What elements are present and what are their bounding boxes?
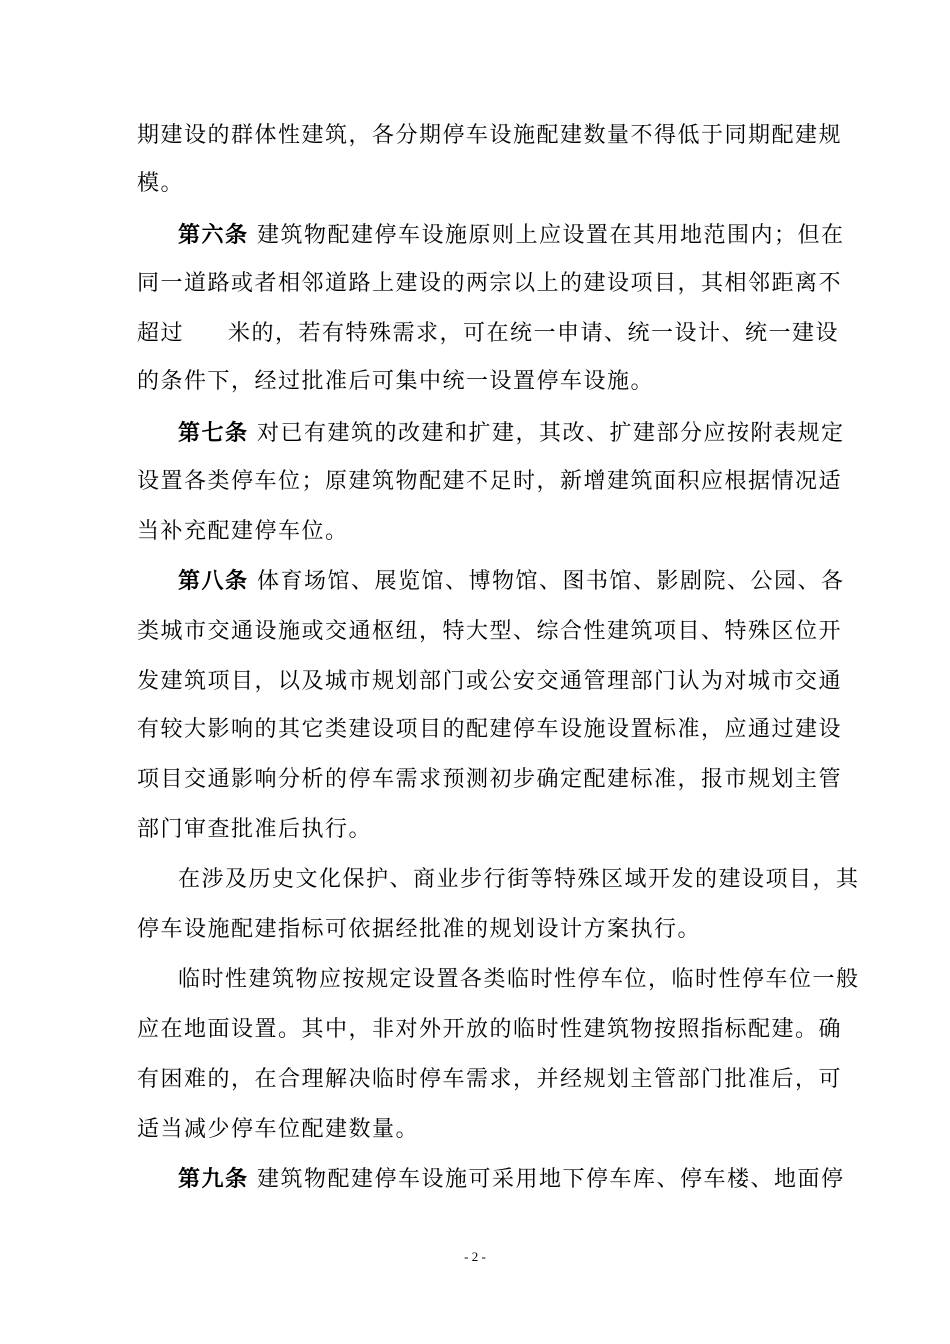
line-text: 建筑物配建停车设施原则上应设置在其用地范围内；但在 (257, 223, 845, 248)
article-heading-line (178, 1164, 845, 1196)
line-text: 停车设施配建指标可依据经批准的规划设计方案执行。 (137, 917, 702, 942)
article-heading-line (178, 566, 845, 598)
line-text: 期建设的群体性建筑，各分期停车设施配建数量不得低于同期配建规 (137, 123, 843, 148)
line-text: 模。 (137, 171, 185, 196)
line-text: 米的，若有特殊需求，可在统一申请、统一设计、统一建设 (228, 321, 840, 346)
line-text: 当补充配建停车位。 (137, 519, 349, 544)
article-number: 第六条 (178, 223, 249, 248)
page-number: - 2 - (464, 1249, 486, 1264)
line-text: 发建筑项目，以及城市规划部门或公安交通管理部门认为对城市交通 (137, 669, 843, 694)
body-line (137, 318, 840, 350)
article-heading-line (178, 418, 845, 450)
body-line (137, 516, 817, 548)
body-line (137, 666, 843, 698)
line-text: 同一道路或者相邻道路上建设的两宗以上的建设项目，其相邻距离不 (137, 271, 843, 296)
body-line (137, 814, 817, 846)
line-text: 临时性建筑物应按规定设置各类临时性停车位，临时性停车位一般 (178, 967, 860, 992)
article-heading-line (178, 220, 845, 252)
body-line (137, 1064, 843, 1096)
body-line (137, 1014, 843, 1046)
article-number: 第九条 (178, 1167, 249, 1192)
line-text: 体育场馆、展览馆、博物馆、图书馆、影剧院、公园、各 (257, 569, 845, 594)
body-line (137, 120, 843, 152)
body-line (137, 914, 817, 946)
line-text: 部门审查批准后执行。 (137, 817, 373, 842)
line-text: 对已有建筑的改建和扩建，其改、扩建部分应按附表规定 (257, 421, 845, 446)
line-text: 在涉及历史文化保护、商业步行街等特殊区域开发的建设项目，其 (178, 867, 860, 892)
line-text: 适当减少停车位配建数量。 (137, 1117, 420, 1142)
line-text: 类城市交通设施或交通枢纽，特大型、综合性建筑项目、特殊区位开 (137, 619, 843, 644)
line-text: 设置各类停车位；原建筑物配建不足时，新增建筑面积应根据情况适 (137, 469, 843, 494)
body-line (178, 964, 860, 996)
body-line (137, 1114, 817, 1146)
line-text: 建筑物配建停车设施可采用地下停车库、停车楼、地面停 (257, 1167, 845, 1192)
body-line (137, 268, 843, 300)
line-text: 超过 (137, 321, 185, 346)
body-line (137, 616, 843, 648)
body-line (178, 864, 860, 896)
body-line (137, 366, 817, 398)
body-line (137, 168, 817, 200)
line-text: 有较大影响的其它类建设项目的配建停车设施设置标准，应通过建设 (137, 717, 843, 742)
line-text: 应在地面设置。其中，非对外开放的临时性建筑物按照指标配建。确 (137, 1017, 843, 1042)
line-text: 有困难的，在合理解决临时停车需求，并经规划主管部门批准后，可 (137, 1067, 843, 1092)
article-number: 第八条 (178, 569, 249, 594)
body-line (137, 466, 843, 498)
line-text: 的条件下，经过批准后可集中统一设置停车设施。 (137, 369, 655, 394)
line-text: 项目交通影响分析的停车需求预测初步确定配建标准，报市规划主管 (137, 767, 843, 792)
body-line (137, 714, 843, 746)
body-line (137, 764, 843, 796)
article-number: 第七条 (178, 421, 249, 446)
